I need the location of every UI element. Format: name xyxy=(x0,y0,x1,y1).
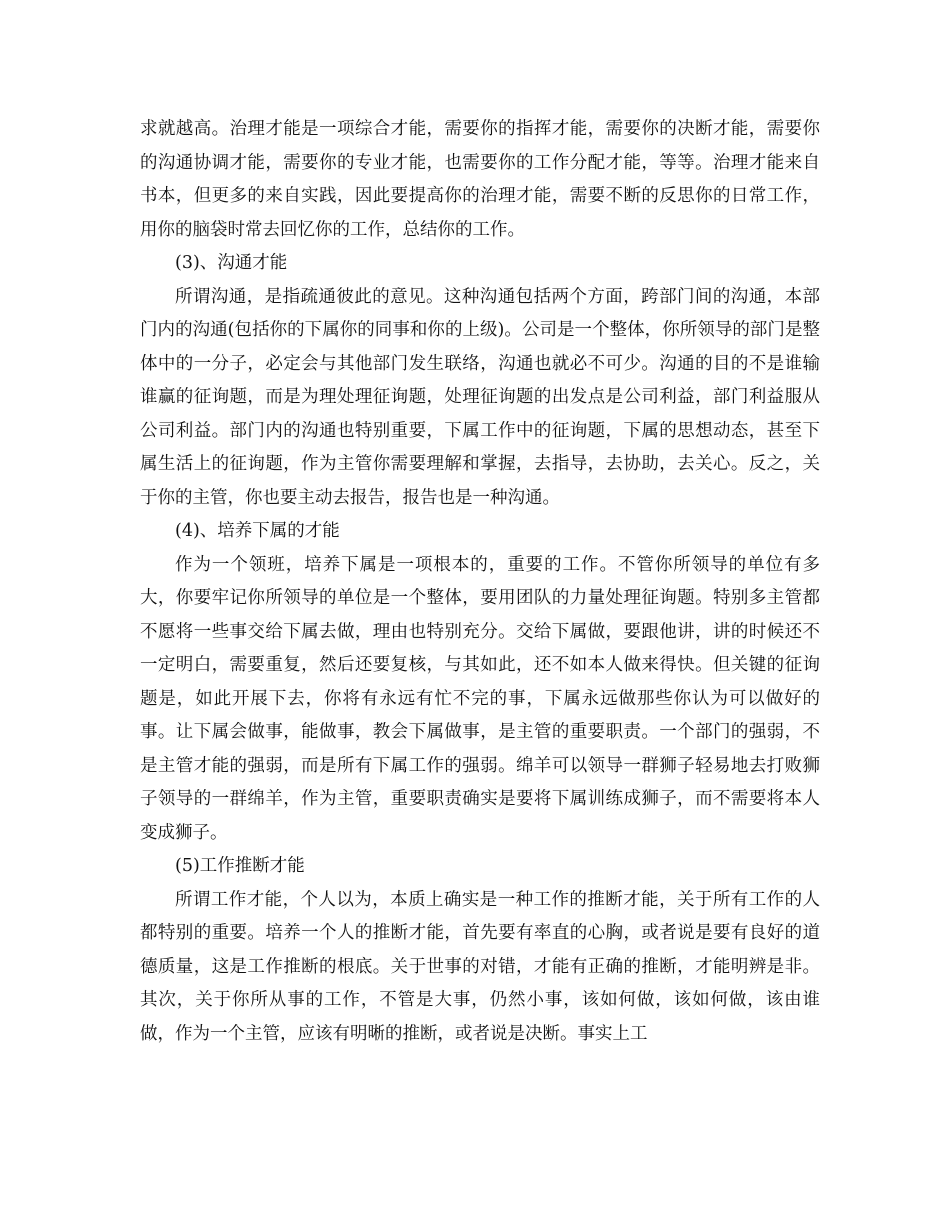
body-paragraph: 所谓沟通，是指疏通彼此的意见。这种沟通包括两个方面，跨部门间的沟通，本部门内的沟通(包括你的下属你的同事和你的上级)。公司是一个整体，你所领导的部门是整体中的一分子，必定会与其他部门发生联络，沟通也就必不可少。沟通的目的不是谁输谁赢的征询题，而是为理处理征询题，处理征询题的出发点是公司利益，部门利益服从公司利益。部门内的沟通也特别重要，下属工作中的征询题，下属的思想动态，甚至下属生活上的征询题，作为主管你需要理解和掌握，去指导，去协助，去关心。反之，关于你的主管，你也要主动去报告，报告也是一种沟通。 xyxy=(140,286,820,508)
body-paragraph: 求就越高。治理才能是一项综合才能，需要你的指挥才能，需要你的决断才能，需要你的沟通协调才能，需要你的专业才能，也需要你的工作分配才能，等等。治理才能来自书本，但更多的来自实践，因此要提高你的治理才能，需要不断的反思你的日常工作，用你的脑袋时常去回忆你的工作，总结你的工作。 xyxy=(140,119,820,240)
body-paragraph: 所谓工作才能，个人以为，本质上确实是一种工作的推断才能，关于所有工作的人都特别的重要。培养一个人的推断才能，首先要有率直的心胸，或者说是要有良好的道德质量，这是工作推断的根底。关于世事的对错，才能有正确的推断，才能明辨是非。其次，关于你所从事的工作，不管是大事，仍然小事，该如何做，该如何做，该由谁做，作为一个主管，应该有明晰的推断，或者说是决断。事实上工 xyxy=(140,889,820,1044)
body-paragraph: 作为一个领班，培养下属是一项根本的，重要的工作。不管你所领导的单位有多大，你要牢记你所领导的单位是一个整体，要用团队的力量处理征询题。特别多主管都不愿将一些事交给下属去做，理由也特别充分。交给下属做，要跟他讲，讲的时候还不一定明白，需要重复，然后还要复核，与其如此，还不如本人做来得快。但关键的征询题是，如此开展下去，你将有永远有忙不完的事，下属永远做那些你认为可以做好的事。让下属会做事，能做事，教会下属做事，是主管的重要职责。一个部门的强弱，不是主管才能的强弱，而是所有下属工作的强弱。绵羊可以领导一群狮子轻易地去打败狮子领导的一群绵羊，作为主管，重要职责确实是要将下属训练成狮子，而不需要将本人变成狮子。 xyxy=(140,554,820,843)
section-heading-work-judgment: (5)工作推断才能 xyxy=(175,856,305,876)
section-heading-training-subordinates: (4)、培养下属的才能 xyxy=(175,521,340,541)
section-heading-communication: (3)、沟通才能 xyxy=(175,253,288,273)
document-body xyxy=(140,113,820,1051)
